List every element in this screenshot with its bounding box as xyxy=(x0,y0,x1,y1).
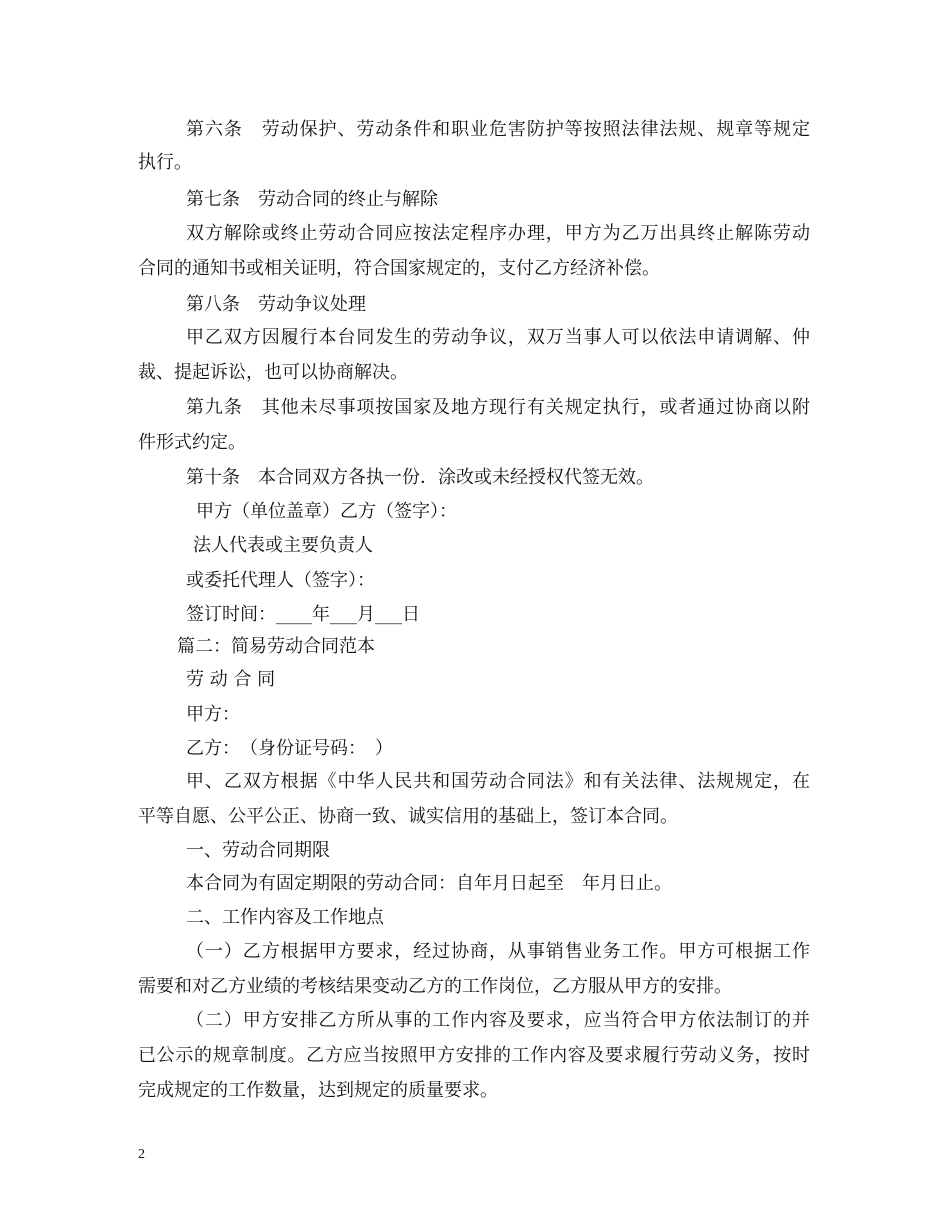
signing-date-line: 签订时间：____年___月___日 xyxy=(186,604,420,625)
article-eight-heading: 第八条 劳动争议处理 xyxy=(186,294,366,315)
signature-party-a-b: 甲方（单位盖章）乙方（签字）： xyxy=(196,501,457,522)
section-term-text: 本合同为有固定期限的劳动合同：自年月日起至 年月日止。 xyxy=(186,873,672,894)
preamble-text: 甲、乙双方根据《中华人民共和国劳动合同法》和有关法律、法规规定，在 xyxy=(186,771,810,792)
preamble-text-cont: 平等自愿、公平公正、协商一致、诚实信用的基础上，签订本合同。 xyxy=(138,806,678,827)
work-item-two-text-cont: 已公示的规章制度。乙方应当按照甲方安排的工作内容及要求履行劳动义务，按时 xyxy=(138,1045,810,1066)
article-nine-text: 第九条 其他未尽事项按国家及地方现行有关规定执行，或者通过协商以附 xyxy=(186,397,810,418)
contract-title: 劳 动 合 同 xyxy=(186,669,276,690)
party-b-label: 乙方： （身份证号码： ） xyxy=(186,738,393,759)
article-seven-text: 双方解除或终止劳动合同应按法定程序办理，甲方为乙万出具终止解陈劳动 xyxy=(186,223,810,244)
section-work-heading: 二、工作内容及工作地点 xyxy=(186,907,384,928)
agent-signature-label: 或委托代理人（签字）： xyxy=(186,570,375,591)
article-seven-heading: 第七条 劳动合同的终止与解除 xyxy=(186,189,438,210)
section-term-heading: 一、劳动合同期限 xyxy=(186,840,330,861)
article-eight-text-cont: 裁、提起诉讼，也可以协商解决。 xyxy=(138,362,408,383)
article-six-text-cont: 执行。 xyxy=(138,152,192,173)
work-item-two-text-end: 完成规定的工作数量，达到规定的质量要求。 xyxy=(138,1080,498,1101)
work-item-one-text: （一）乙方根据甲方要求，经过协商，从事销售业务工作。甲方可根据工作 xyxy=(186,941,810,962)
article-ten-text: 第十条 本合同双方各执一份．涂改或未经授权代签无效。 xyxy=(186,467,654,488)
work-item-one-text-cont: 需要和对乙方业绩的考核结果变动乙方的工作岗位，乙方服从甲方的安排。 xyxy=(138,976,732,997)
section-two-heading: 篇二：简易劳动合同范本 xyxy=(177,636,375,657)
party-a-label: 甲方： xyxy=(186,704,240,725)
article-nine-text-cont: 件形式约定。 xyxy=(138,432,246,453)
article-six-text: 第六条 劳动保护、劳动条件和职业危害防护等按照法律法规、规章等规定 xyxy=(186,119,810,140)
article-seven-text-cont: 合同的通知书或相关证明，符合国家规定的，支付乙方经济补偿。 xyxy=(138,258,660,279)
article-eight-text: 甲乙双方因履行本台同发生的劳动争议，双万当事人可以依法申请调解、仲 xyxy=(186,327,810,348)
page-number: 2 xyxy=(138,1147,145,1162)
legal-representative-label: 法人代表或主要负责人 xyxy=(193,535,373,556)
work-item-two-text: （二）甲方安排乙方所从事的工作内容及要求，应当符合甲方依法制订的并 xyxy=(186,1010,810,1031)
